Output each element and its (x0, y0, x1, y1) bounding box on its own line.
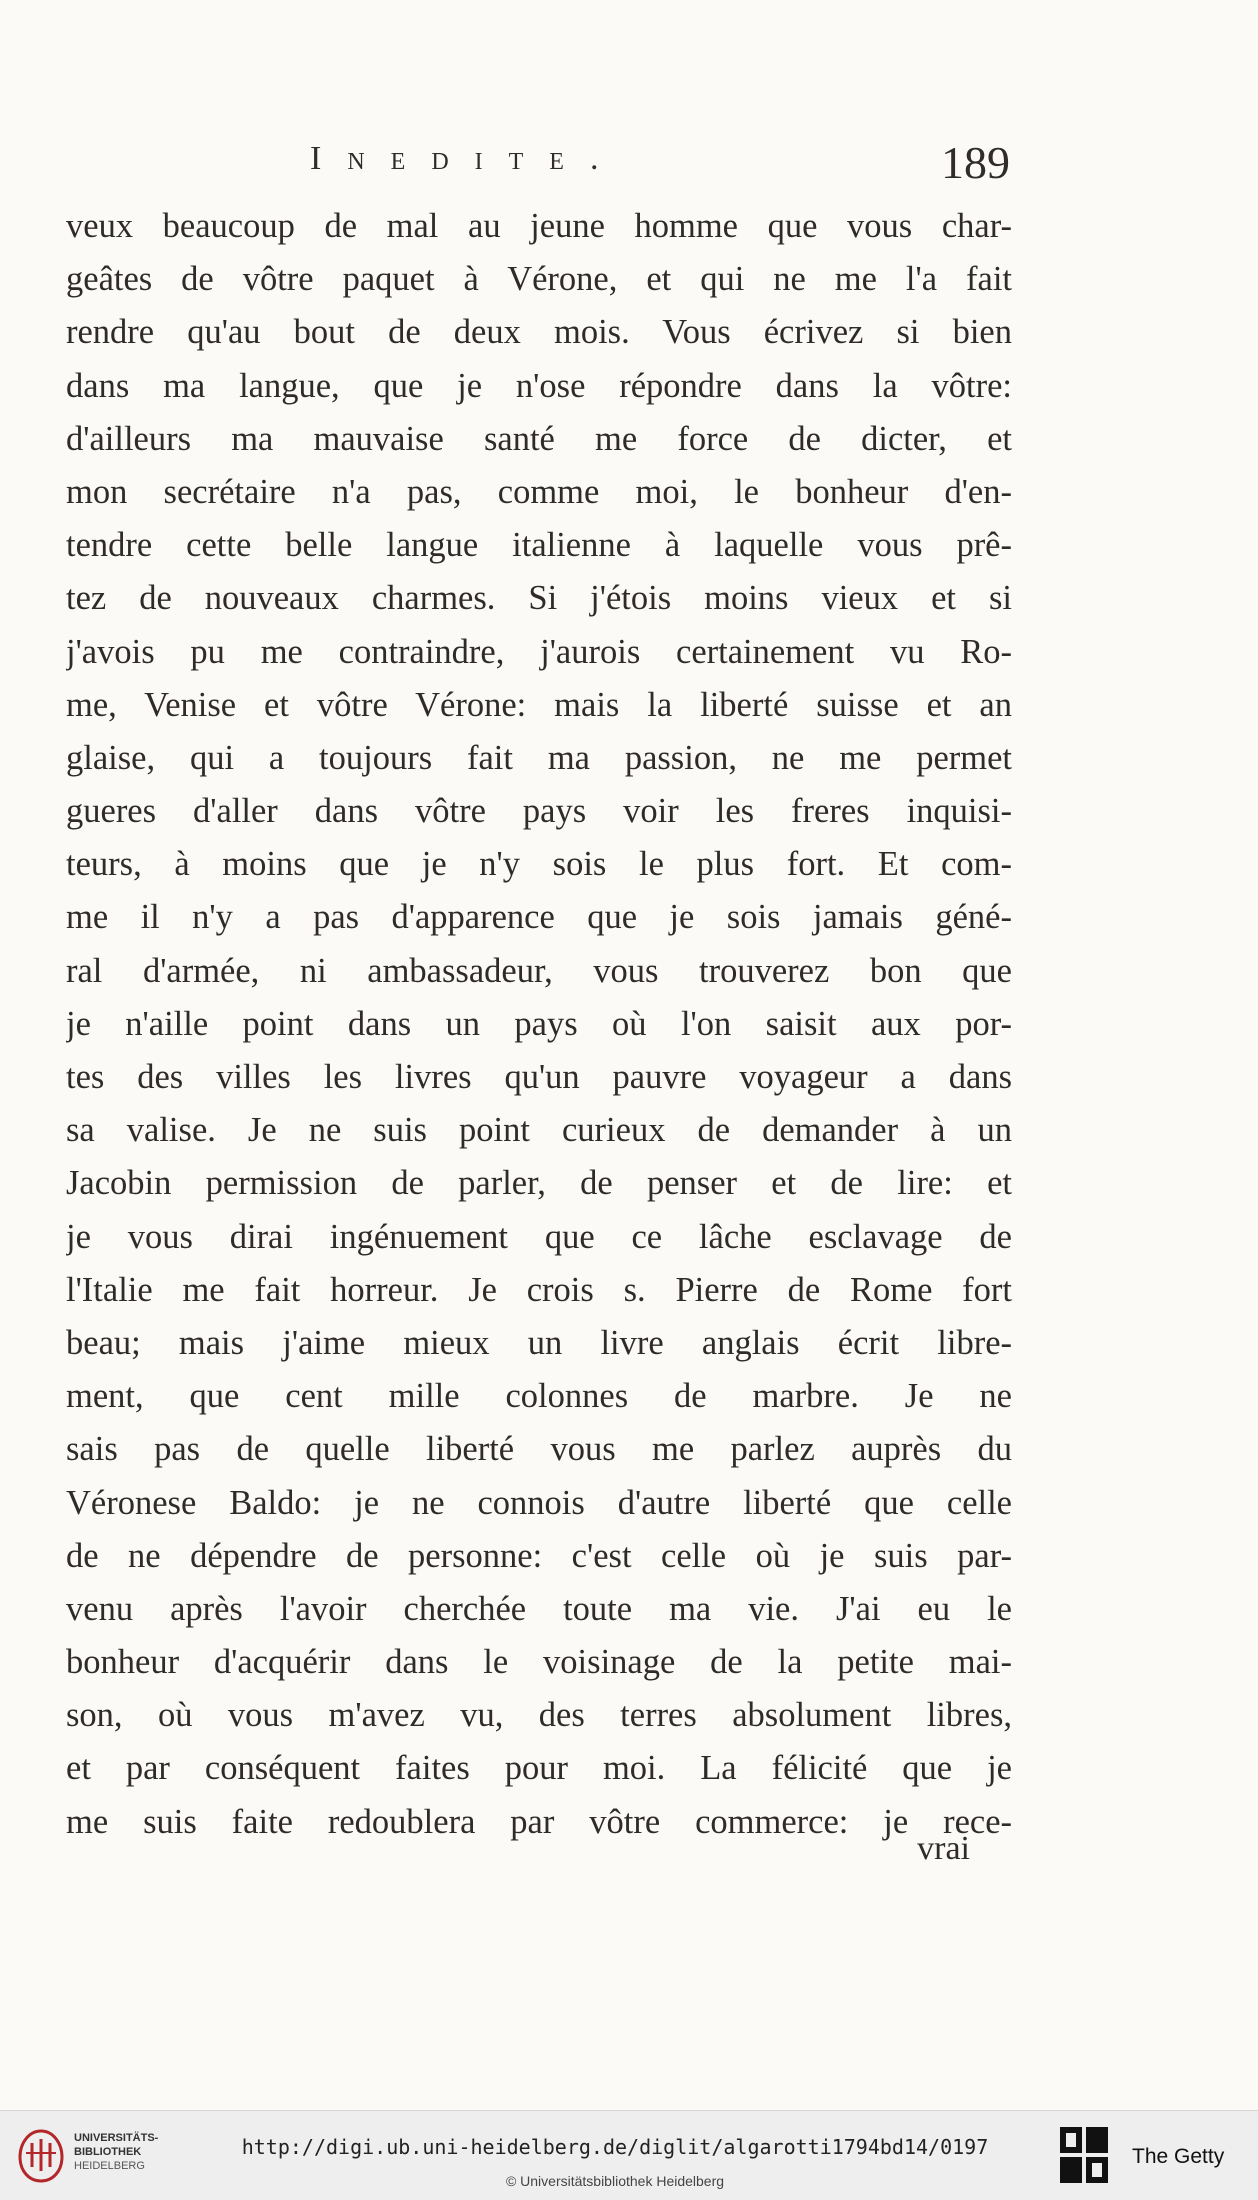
text-line: geâtes de vôtre paquet à Vérone, et qui ne me l'a fait (66, 260, 1012, 299)
text-line: mon secrétaire n'a pas, comme moi, le bonheur d'en- (66, 472, 1012, 511)
text-line: tendre cette belle langue italienne à laquelle vous prê- (66, 526, 1012, 565)
text-line: l'Italie me fait horreur. Je crois s. Pierre de Rome fort (66, 1270, 1012, 1309)
text-line: Véronese Baldo: je ne connois d'autre liberté que celle (66, 1483, 1012, 1522)
text-line: dans ma langue, que je n'ose répondre dans la vôtre: (66, 366, 1012, 405)
text-line: sais pas de quelle liberté vous me parlez auprès du (66, 1430, 1012, 1469)
text-line: me, Venise et vôtre Vérone: mais la liberté suisse et an (66, 685, 1012, 724)
text-line: je vous dirai ingénuement que ce lâche esclavage de (66, 1217, 1012, 1256)
getty-logo-icon (1058, 2125, 1110, 2185)
text-line: j'avois pu me contraindre, j'aurois certainement vu Ro- (66, 632, 1012, 671)
text-line: glaise, qui a toujours fait ma passion, ne me permet (66, 738, 1012, 777)
page-header (310, 137, 1010, 190)
catchword: vrai (917, 1830, 970, 1867)
text-line: de ne dépendre de personne: c'est celle où je suis par- (66, 1536, 1012, 1575)
text-line: ment, que cent mille colonnes de marbre. Je ne (66, 1377, 1012, 1416)
text-line: beau; mais j'aime mieux un livre anglais écrit libre- (66, 1323, 1012, 1362)
text-line: me il n'y a pas d'apparence que je sois jamais géné- (66, 898, 1012, 937)
text-line: et par conséquent faites pour moi. La félicité que je (66, 1749, 1012, 1788)
text-line: d'ailleurs ma mauvaise santé me force de dicter, et (66, 419, 1012, 458)
text-line: je n'aille point dans un pays où l'on saisit aux por- (66, 1004, 1012, 1043)
text-line: me suis faite redoublera par vôtre commerce: je rece- (66, 1802, 1012, 1841)
library-name-line: HEIDELBERG (74, 2160, 145, 2172)
text-line: Jacobin permission de parler, de penser et de lire: et (66, 1164, 1012, 1203)
text-line: son, où vous m'avez vu, des terres absolument libres, (66, 1696, 1012, 1735)
text-line: venu après l'avoir cherchée toute ma vie. J'ai eu le (66, 1589, 1012, 1628)
library-name-line: BIBLIOTHEK (74, 2146, 142, 2158)
text-line: gueres d'aller dans vôtre pays voir les freres inquisi- (66, 792, 1012, 831)
body-text (66, 200, 1012, 1849)
footer-bar (0, 2110, 1258, 2200)
page-number: 189 (941, 137, 1010, 188)
partner-name: The Getty (1132, 2145, 1225, 2168)
text-line: sa valise. Je ne suis point curieux de demander à un (66, 1111, 1012, 1150)
text-line: rendre qu'au bout de deux mois. Vous écrivez si bien (66, 313, 1012, 352)
copyright-notice: © Universitätsbibliothek Heidelberg (505, 2173, 725, 2189)
text-line: bonheur d'acquérir dans le voisinage de la petite mai- (66, 1643, 1012, 1682)
running-title: Inedite. (310, 140, 625, 177)
text-line: veux beaucoup de mal au jeune homme que vous char- (66, 207, 1012, 245)
text-line: ral d'armée, ni ambassadeur, vous trouverez bon que (66, 951, 1012, 990)
permalink-url[interactable]: http://digi.ub.uni-heidelberg.de/diglit/algarotti1794bd14/0197 (241, 2135, 989, 2159)
text-line: tes des villes les livres qu'un pauvre voyageur a dans (66, 1058, 1012, 1096)
library-name-line: UNIVERSITÄTS- (74, 2132, 159, 2144)
library-name (74, 2131, 194, 2173)
text-line: teurs, à moins que je n'y sois le plus fort. Et com- (66, 845, 1012, 884)
university-library-logo-icon (12, 2127, 70, 2185)
text-line: tez de nouveaux charmes. Si j'étois moins vieux et si (66, 579, 1012, 618)
